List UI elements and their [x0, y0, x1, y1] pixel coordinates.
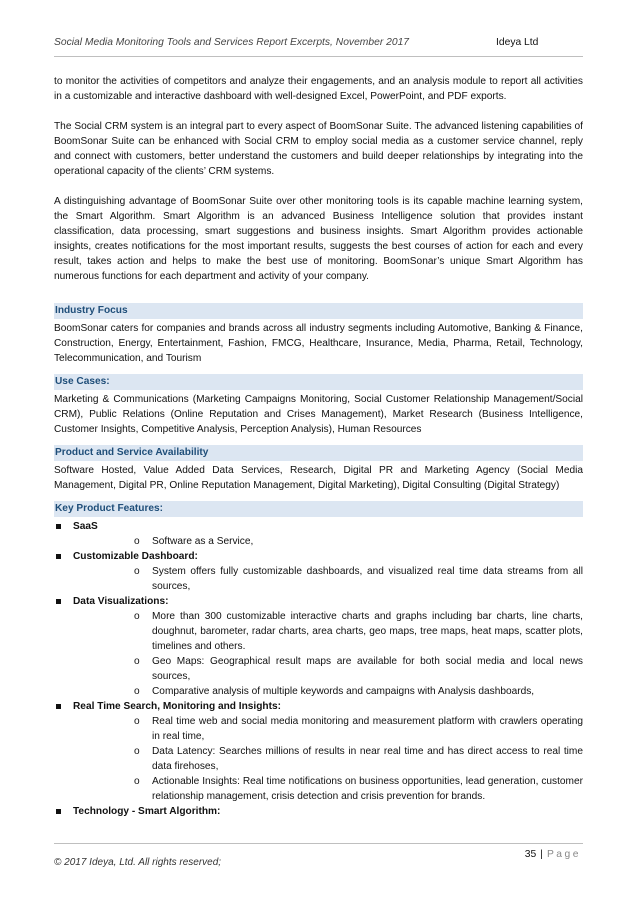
sub-item-text: Comparative analysis of multiple keywords and campaigns with Analysis dashboards, — [152, 686, 535, 697]
page-footer — [54, 843, 583, 868]
section-heading: Product and Service Availability — [54, 445, 583, 461]
section-industry-focus — [54, 303, 583, 366]
page-word: Page — [546, 849, 581, 860]
section-heading: Key Product Features: — [54, 501, 583, 517]
section-heading: Industry Focus — [54, 303, 583, 319]
square-bullet-icon — [56, 599, 61, 604]
feature-item — [54, 699, 583, 804]
feature-sub-item — [73, 609, 583, 654]
sub-item-text: Data Latency: Searches millions of results in near real time and has direct access to real time data firehoses, — [152, 746, 583, 772]
page-number-separator: | — [540, 849, 543, 860]
body-paragraph: The Social CRM system is an integral part to every aspect of BoomSonar Suite. The advanced listening capabilities of BoomSonar Suite can be enhanced with Social CRM to employ social media as a customer service channel, reply and connect with customers, better understand the customers and build deeper relationships by integrating into the operational capacity of the clients’ CRM systems. — [54, 121, 583, 177]
circle-bullet-icon: o — [134, 716, 140, 727]
feature-label: SaaS — [73, 521, 98, 532]
header-company: Ideya Ltd — [496, 37, 539, 48]
feature-label: Data Visualizations: — [73, 596, 169, 607]
feature-label: Real Time Search, Monitoring and Insights: — [73, 701, 281, 712]
square-bullet-icon — [56, 704, 61, 709]
section-body: Marketing & Communications (Marketing Campaigns Monitoring, Social Customer Relationship Management/Social CRM), Public Relations (Online Reputation and Crises Management), Market Research (Business Intelligence, Customer Insights, Competitive Analysis, Perception Analysis), Human Resources — [54, 394, 583, 435]
sub-item-text: More than 300 customizable interactive charts and graphs including bar charts, line charts, doughnut, barometer, radar charts, area charts, geo maps, tree maps, heat maps, scatter plots, timelines and others. — [152, 611, 583, 652]
square-bullet-icon — [56, 554, 61, 559]
feature-item — [54, 519, 583, 549]
feature-item — [54, 594, 583, 699]
circle-bullet-icon: o — [134, 611, 140, 622]
circle-bullet-icon: o — [134, 746, 140, 757]
body-paragraph: to monitor the activities of competitors and analyze their engagements, and an analysis module to report all activities in a customizable and interactive dashboard with well-designed Excel, PowerPoint, and PDF exports. — [54, 76, 583, 102]
page-number — [525, 849, 581, 860]
circle-bullet-icon: o — [134, 566, 140, 577]
feature-sub-item — [73, 774, 583, 804]
section-body: BoomSonar caters for companies and brands across all industry segments including Automotive, Banking & Finance, Construction, Energy, Entertainment, Fashion, FMCG, Healthcare, Insurance, Media, Pharma, Retail, Technology, Telecommunication, and Tourism — [54, 323, 583, 364]
feature-label: Technology - Smart Algorithm: — [73, 806, 221, 817]
page-number-value: 35 — [524, 849, 537, 860]
section-body: Software Hosted, Value Added Data Services, Research, Digital PR and Marketing Agency (Social Media Management, Digital PR, Online Reputation Management, Digital Marketing), Digital Consulting (Digital Strategy) — [54, 465, 583, 491]
circle-bullet-icon: o — [134, 536, 140, 547]
section-availability — [54, 445, 583, 493]
feature-sub-item — [73, 684, 583, 699]
sub-item-text: System offers fully customizable dashboards, and visualized real time data streams from all sources, — [152, 566, 583, 592]
feature-label: Customizable Dashboard: — [73, 551, 198, 562]
feature-sub-item — [73, 564, 583, 594]
feature-sub-list — [73, 534, 583, 549]
circle-bullet-icon: o — [134, 776, 140, 787]
feature-sub-list — [73, 714, 583, 804]
section-heading: Use Cases: — [54, 374, 583, 390]
circle-bullet-icon: o — [134, 686, 140, 697]
header-title: Social Media Monitoring Tools and Services Report Excerpts, November 2017 — [54, 37, 410, 48]
sub-item-text: Real time web and social media monitoring and measurement platform with crawlers operating in real time, — [152, 716, 583, 742]
feature-sub-item — [73, 744, 583, 774]
feature-sub-item — [73, 534, 583, 549]
features-list — [54, 519, 583, 819]
body-paragraph: A distinguishing advantage of BoomSonar Suite over other monitoring tools is its capable machine learning system, the Smart Algorithm. Smart Algorithm is an advanced Business Intelligence solution that provides instant classification, data processing, smart suggestions and business insights. Smart Algorithm provides actionable insights, creates notifications for the most important results, suggests the best courses of action for each and every result, takes action and helps to make the best use of monitoring. BoomSonar’s unique Smart Algorithm has numerous functions for each department and activity of your company. — [54, 196, 583, 282]
feature-item — [54, 804, 583, 819]
sub-item-text: Software as a Service, — [152, 536, 254, 547]
square-bullet-icon — [56, 524, 61, 529]
sub-item-text: Geo Maps: Geographical result maps are available for both social media and local news sources, — [152, 656, 583, 682]
footer-copyright: © 2017 Ideya, Ltd. All rights reserved; — [54, 857, 222, 868]
feature-sub-list — [73, 609, 583, 699]
square-bullet-icon — [56, 809, 61, 814]
circle-bullet-icon: o — [134, 656, 140, 667]
feature-sub-list — [73, 564, 583, 594]
section-key-features — [54, 501, 583, 819]
feature-sub-item — [73, 714, 583, 744]
feature-sub-item — [73, 654, 583, 684]
page-content — [54, 74, 583, 827]
page-header — [54, 37, 583, 57]
feature-item — [54, 549, 583, 594]
sub-item-text: Actionable Insights: Real time notifications on business opportunities, lead generation, customer relationship management, crisis detection and crisis prevention for brands. — [152, 776, 583, 802]
section-use-cases — [54, 374, 583, 437]
